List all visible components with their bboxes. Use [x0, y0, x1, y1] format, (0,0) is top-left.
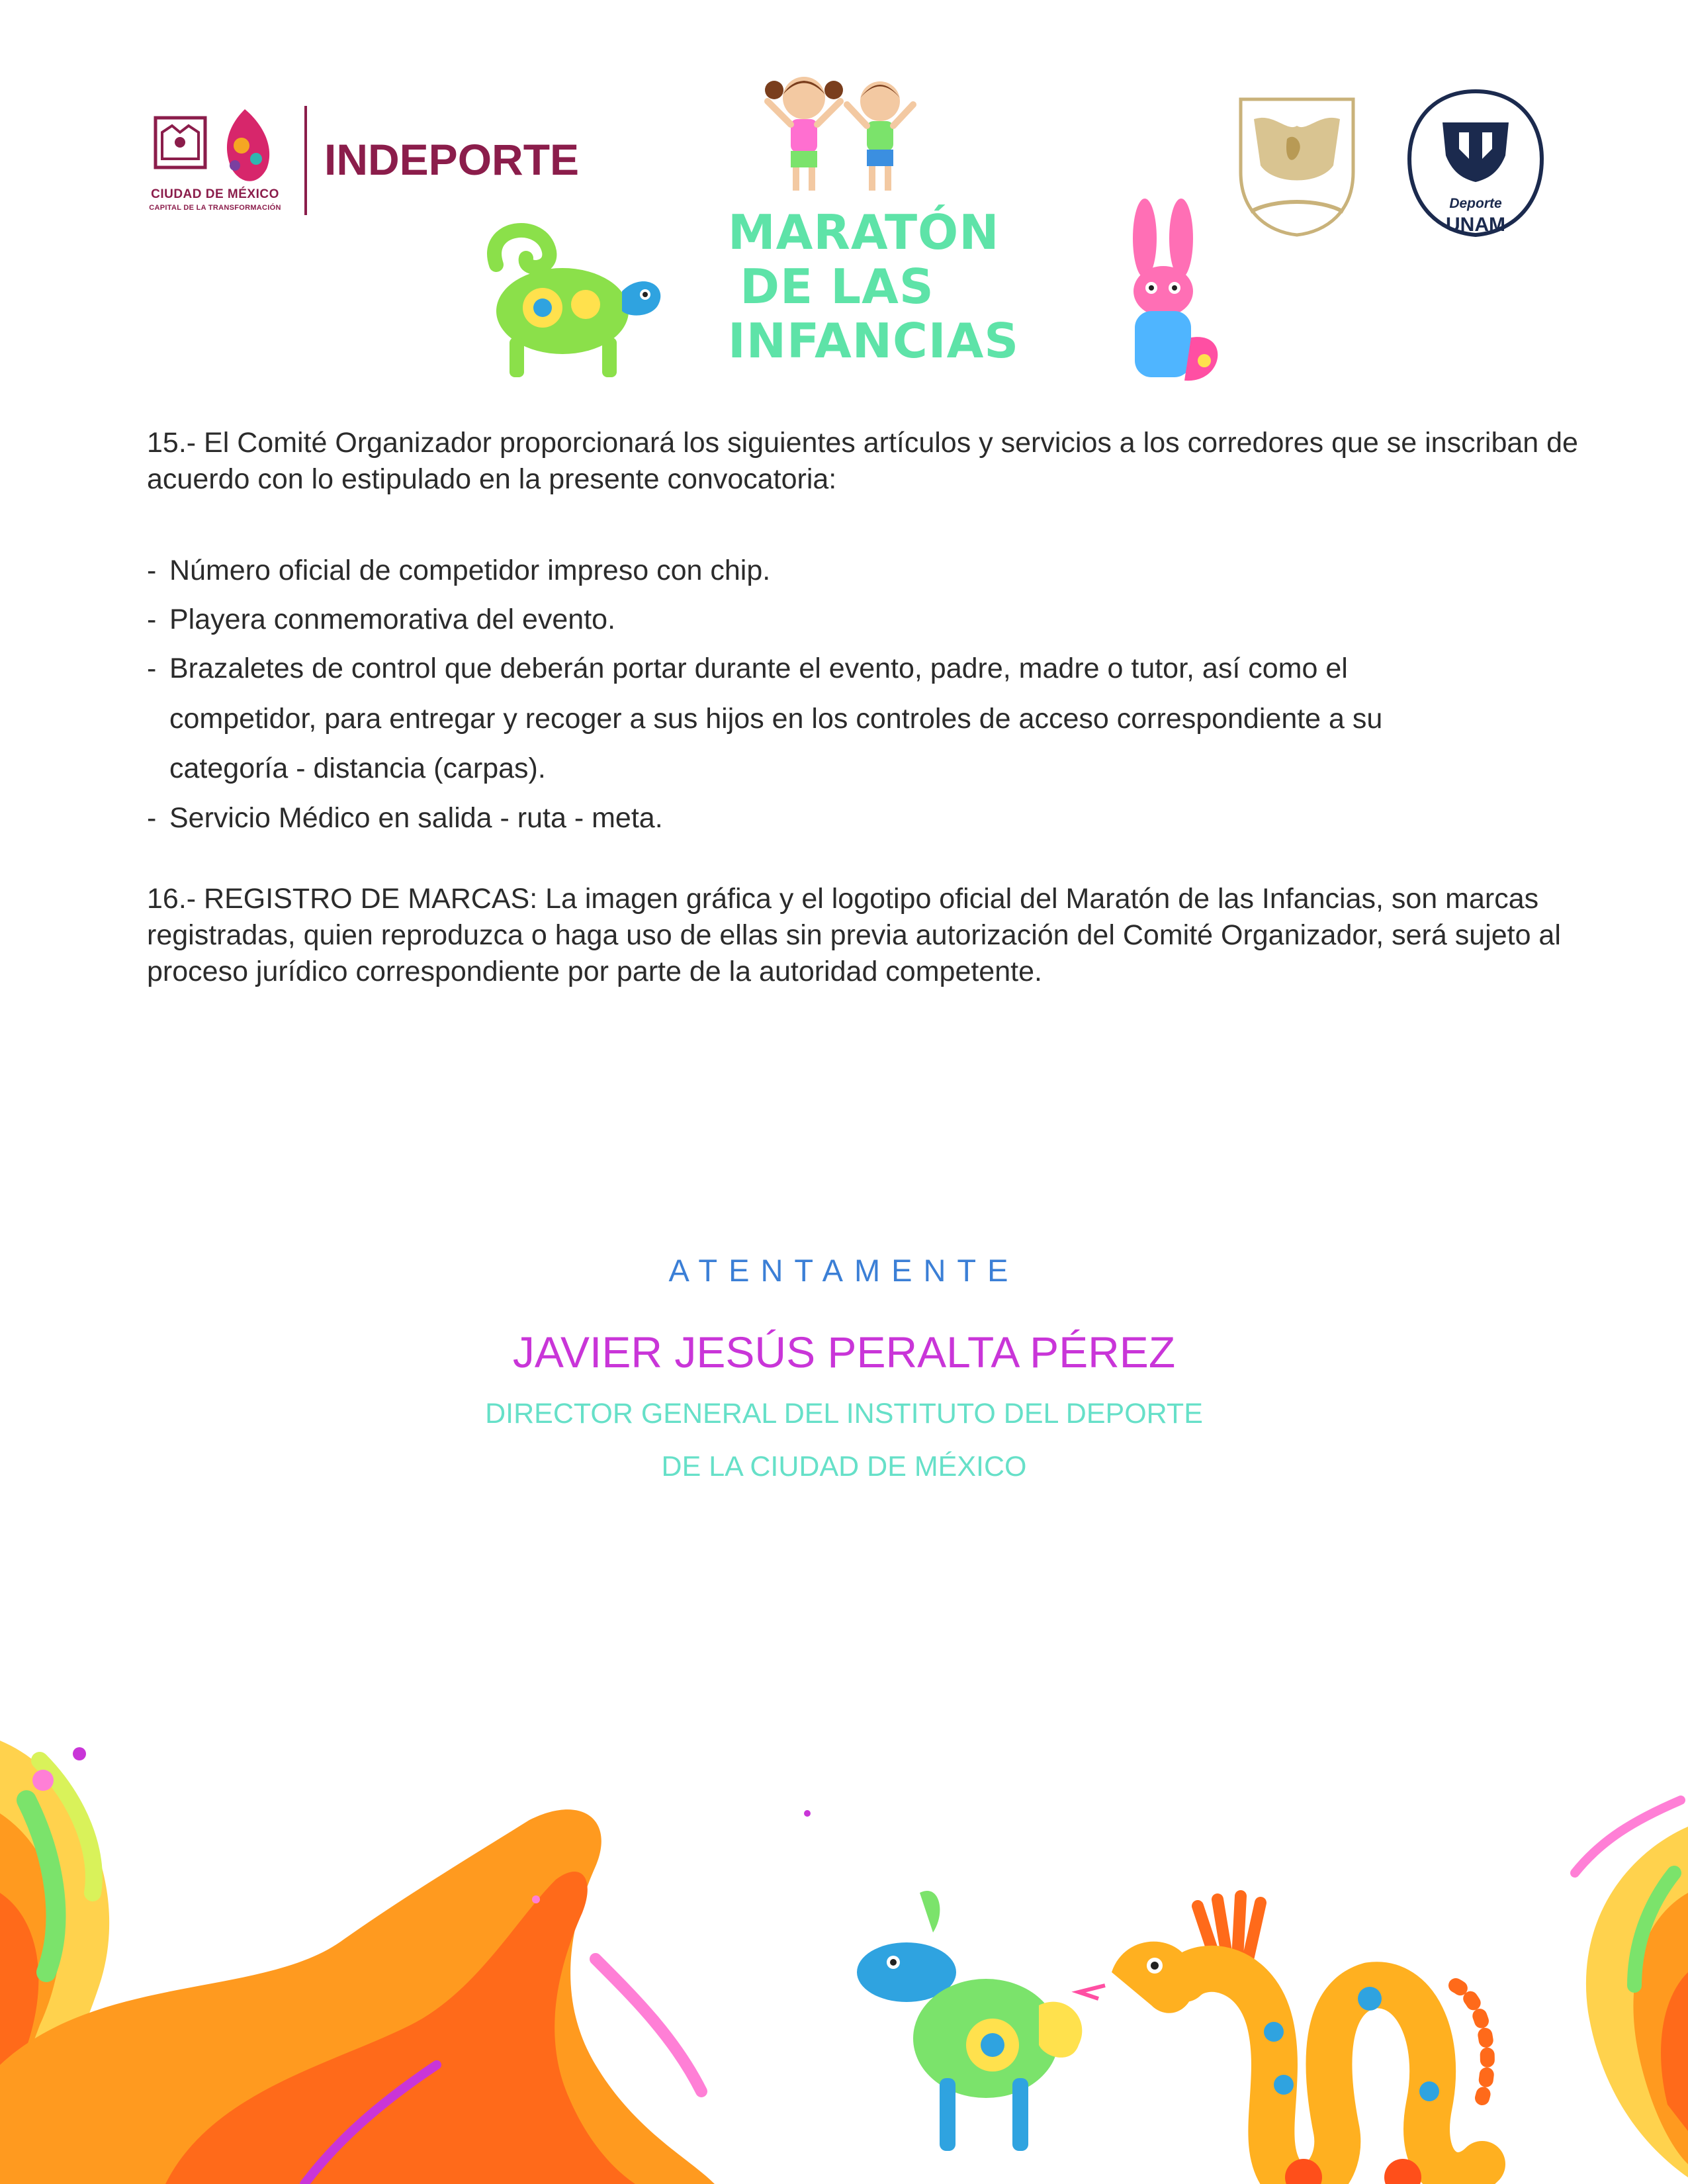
list-item-text: Número oficial de competidor impreso con chip. [169, 555, 771, 586]
event-title-line-2: DE LAS [740, 259, 934, 314]
list-dash: - [147, 802, 157, 834]
list-dash: - [147, 555, 157, 586]
indeporte-logo-text: INDEPORTE [324, 135, 580, 184]
alebrije-armadillo-icon [857, 1891, 1082, 2151]
list-item-text: Servicio Médico en salida - ruta - meta. [169, 802, 663, 834]
list-dash: - [147, 604, 157, 635]
event-title-line-1: MARATÓN [728, 205, 1000, 260]
list-item-text: Playera conmemorativa del evento. [169, 604, 616, 635]
event-title-line-3: INFANCIAS [728, 313, 1020, 369]
kids-illustration-icon [754, 71, 926, 197]
paragraph-16: 16.- REGISTRO DE MARCAS: La imagen gráfica y el logotipo oficial del Maratón de las Infancias, son marcas registradas, quien reproduzca o haga uso de ellas sin previa autorización del Comité Organizador, será sujeto al proceso jurídico correspondiente por parte de la autoridad competente. [147, 883, 1561, 987]
signer-name: JAVIER JESÚS PERALTA PÉREZ [512, 1328, 1176, 1377]
list-item [147, 644, 1570, 693]
alebrije-serpent-icon [1079, 1896, 1488, 2184]
list-item-text: Brazaletes de control que deberán portar durante el evento, padre, madre o tutor, así como el [169, 653, 1348, 684]
paragraph-15: 15.- El Comité Organizador proporcionará los siguientes artículos y servicios a los corredores que se inscriban de acuerdo con lo estipulado en la presente convocatoria: [147, 427, 1578, 495]
cdmx-name: CIUDAD DE MÉXICO [151, 187, 279, 201]
unam-shield-icon [1227, 86, 1366, 238]
list-item [147, 794, 1570, 842]
event-title [728, 205, 1020, 369]
list-item-continuation: competidor, para entregar y recoger a sus hijos en los controles de acceso correspondiente a su [169, 703, 1383, 735]
signer-role-line-1: DIRECTOR GENERAL DEL INSTITUTO DEL DEPORTE [485, 1398, 1203, 1430]
signer-role-line-2: DE LA CIUDAD DE MÉXICO [661, 1451, 1027, 1482]
cdmx-tagline: CAPITAL DE LA TRANSFORMACIÓN [149, 204, 281, 212]
alebrije-rabbit-icon [1105, 199, 1231, 390]
list-item-continuation: categoría - distancia (carpas). [169, 752, 546, 784]
footer-decoration-icon [0, 1721, 1688, 2184]
list-dash: - [147, 653, 157, 684]
unam-label: UNAM [1446, 214, 1505, 236]
list-item [147, 595, 1570, 644]
unam-deporte-label: Deporte [1449, 196, 1502, 211]
alebrije-chameleon-icon [470, 212, 668, 384]
header-divider [304, 106, 307, 215]
list-item [147, 546, 1570, 595]
closing-salutation: ATENTAMENTE [668, 1253, 1020, 1288]
